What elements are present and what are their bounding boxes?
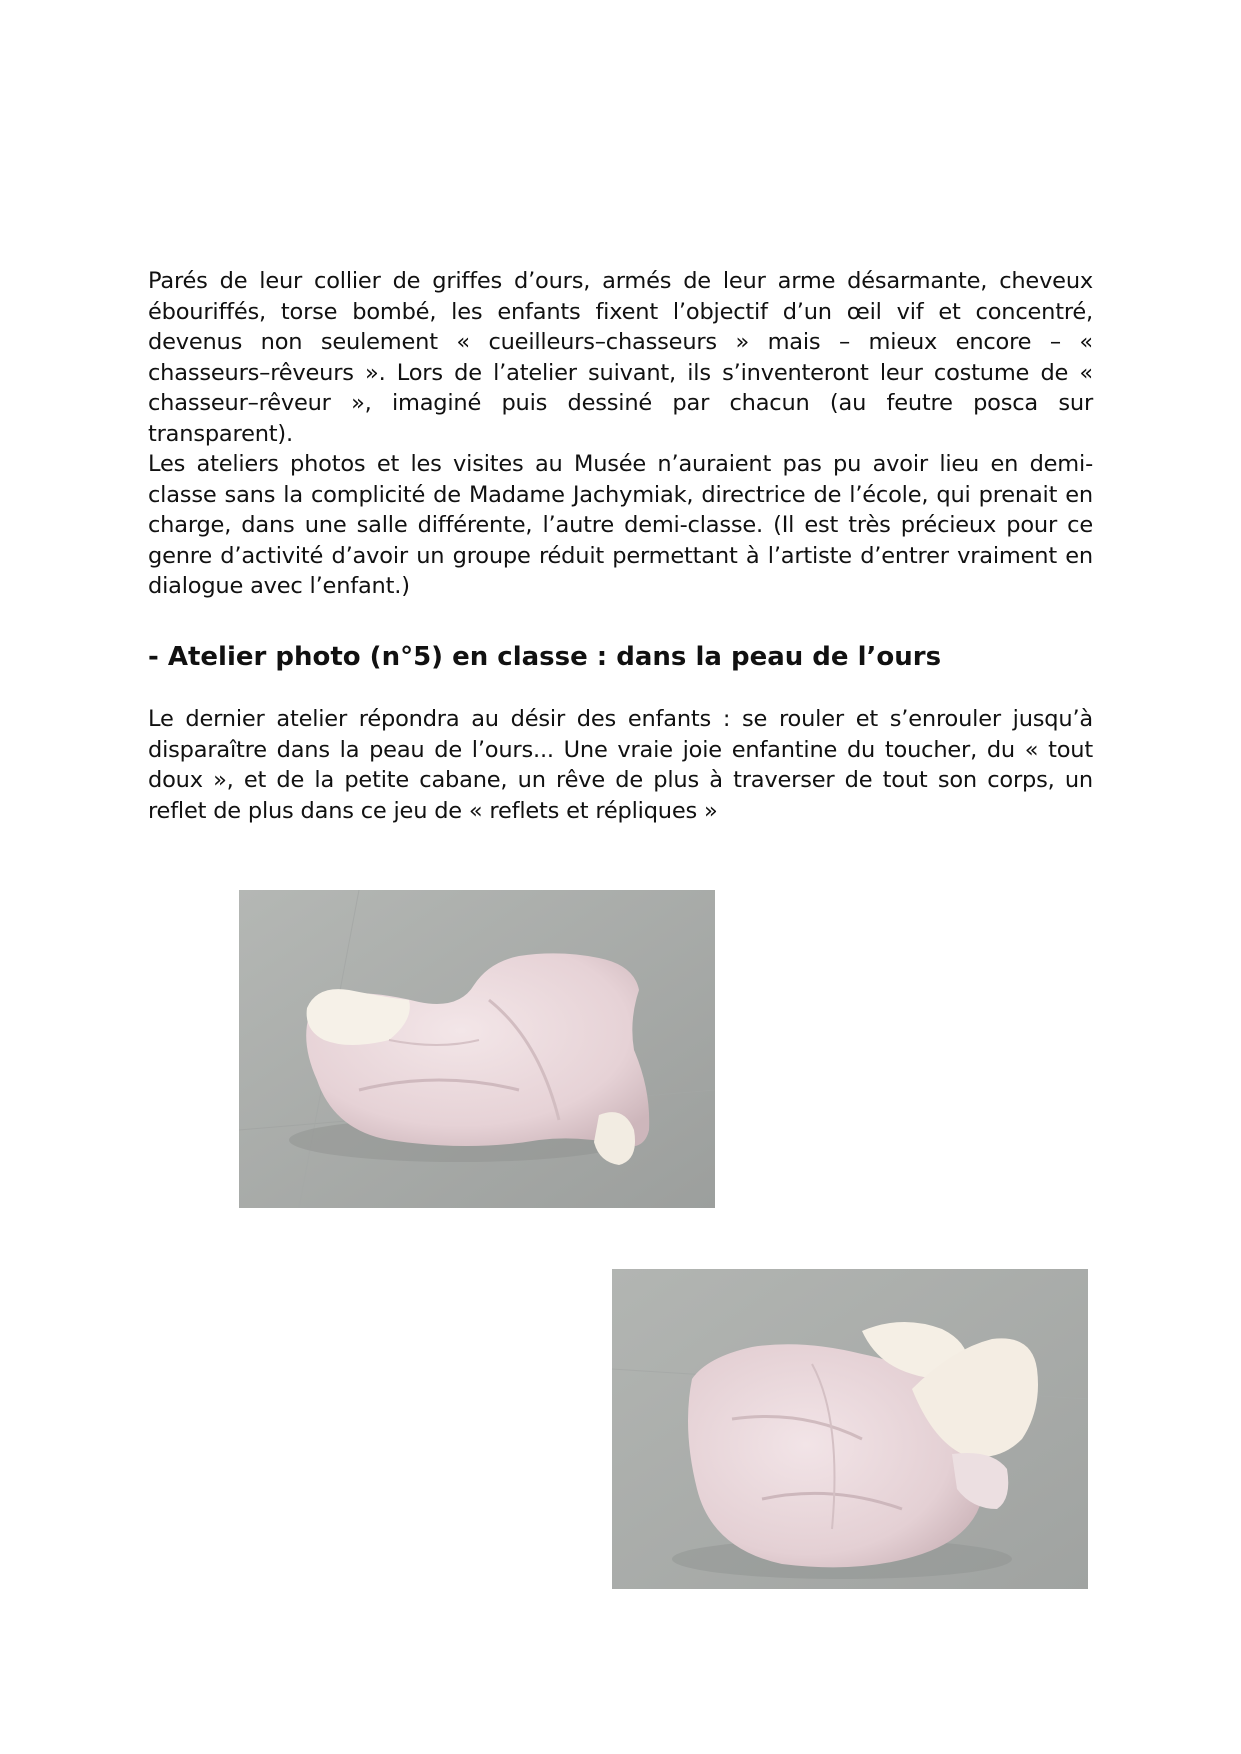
- body-paragraph-1: Parés de leur collier de griffes d’ours, armés de leur arme désarmante, cheveux ébouriffés, torse bombé, les enfants fixent l’objectif d’un œil vif et concentré, devenus non seulement « cueilleurs–chasseurs » mais – mieux encore – « chasseurs–rêveurs ». Lors de l’atelier suivant, ils s’inventeront leur costume de « chasseur–rêveur », imaginé puis dessiné par chacun (au feutre posca sur transparent).: [148, 268, 1093, 447]
- section-heading: - Atelier photo (n°5) en classe : dans la peau de l’ours: [148, 642, 942, 672]
- photo-child-in-bear-skin-1: [239, 890, 715, 1208]
- body-paragraph-2: Les ateliers photos et les visites au Musée n’auraient pas pu avoir lieu en demi-classe sans la complicité de Madame Jachymiak, directrice de l’école, qui prenait en charge, dans une salle différente, l’autre demi-classe. (Il est très précieux pour ce genre d’activité d’avoir un groupe réduit permettant à l’artiste d’entrer vraiment en dialogue avec l’enfant.): [148, 451, 1093, 599]
- body-paragraph-3: Le dernier atelier répondra au désir des enfants : se rouler et s’enrouler jusqu’à disparaître dans la peau de l’ours... Une vraie joie enfantine du toucher, du « tout doux », et de la petite cabane, un rêve de plus à traverser de tout son corps, un reflet de plus dans ce jeu de « reflets et répliques »: [148, 706, 1093, 824]
- photo-2-drawing: [612, 1269, 1088, 1589]
- photo-child-in-bear-skin-2: [612, 1269, 1088, 1589]
- photo-1-drawing: [239, 890, 715, 1208]
